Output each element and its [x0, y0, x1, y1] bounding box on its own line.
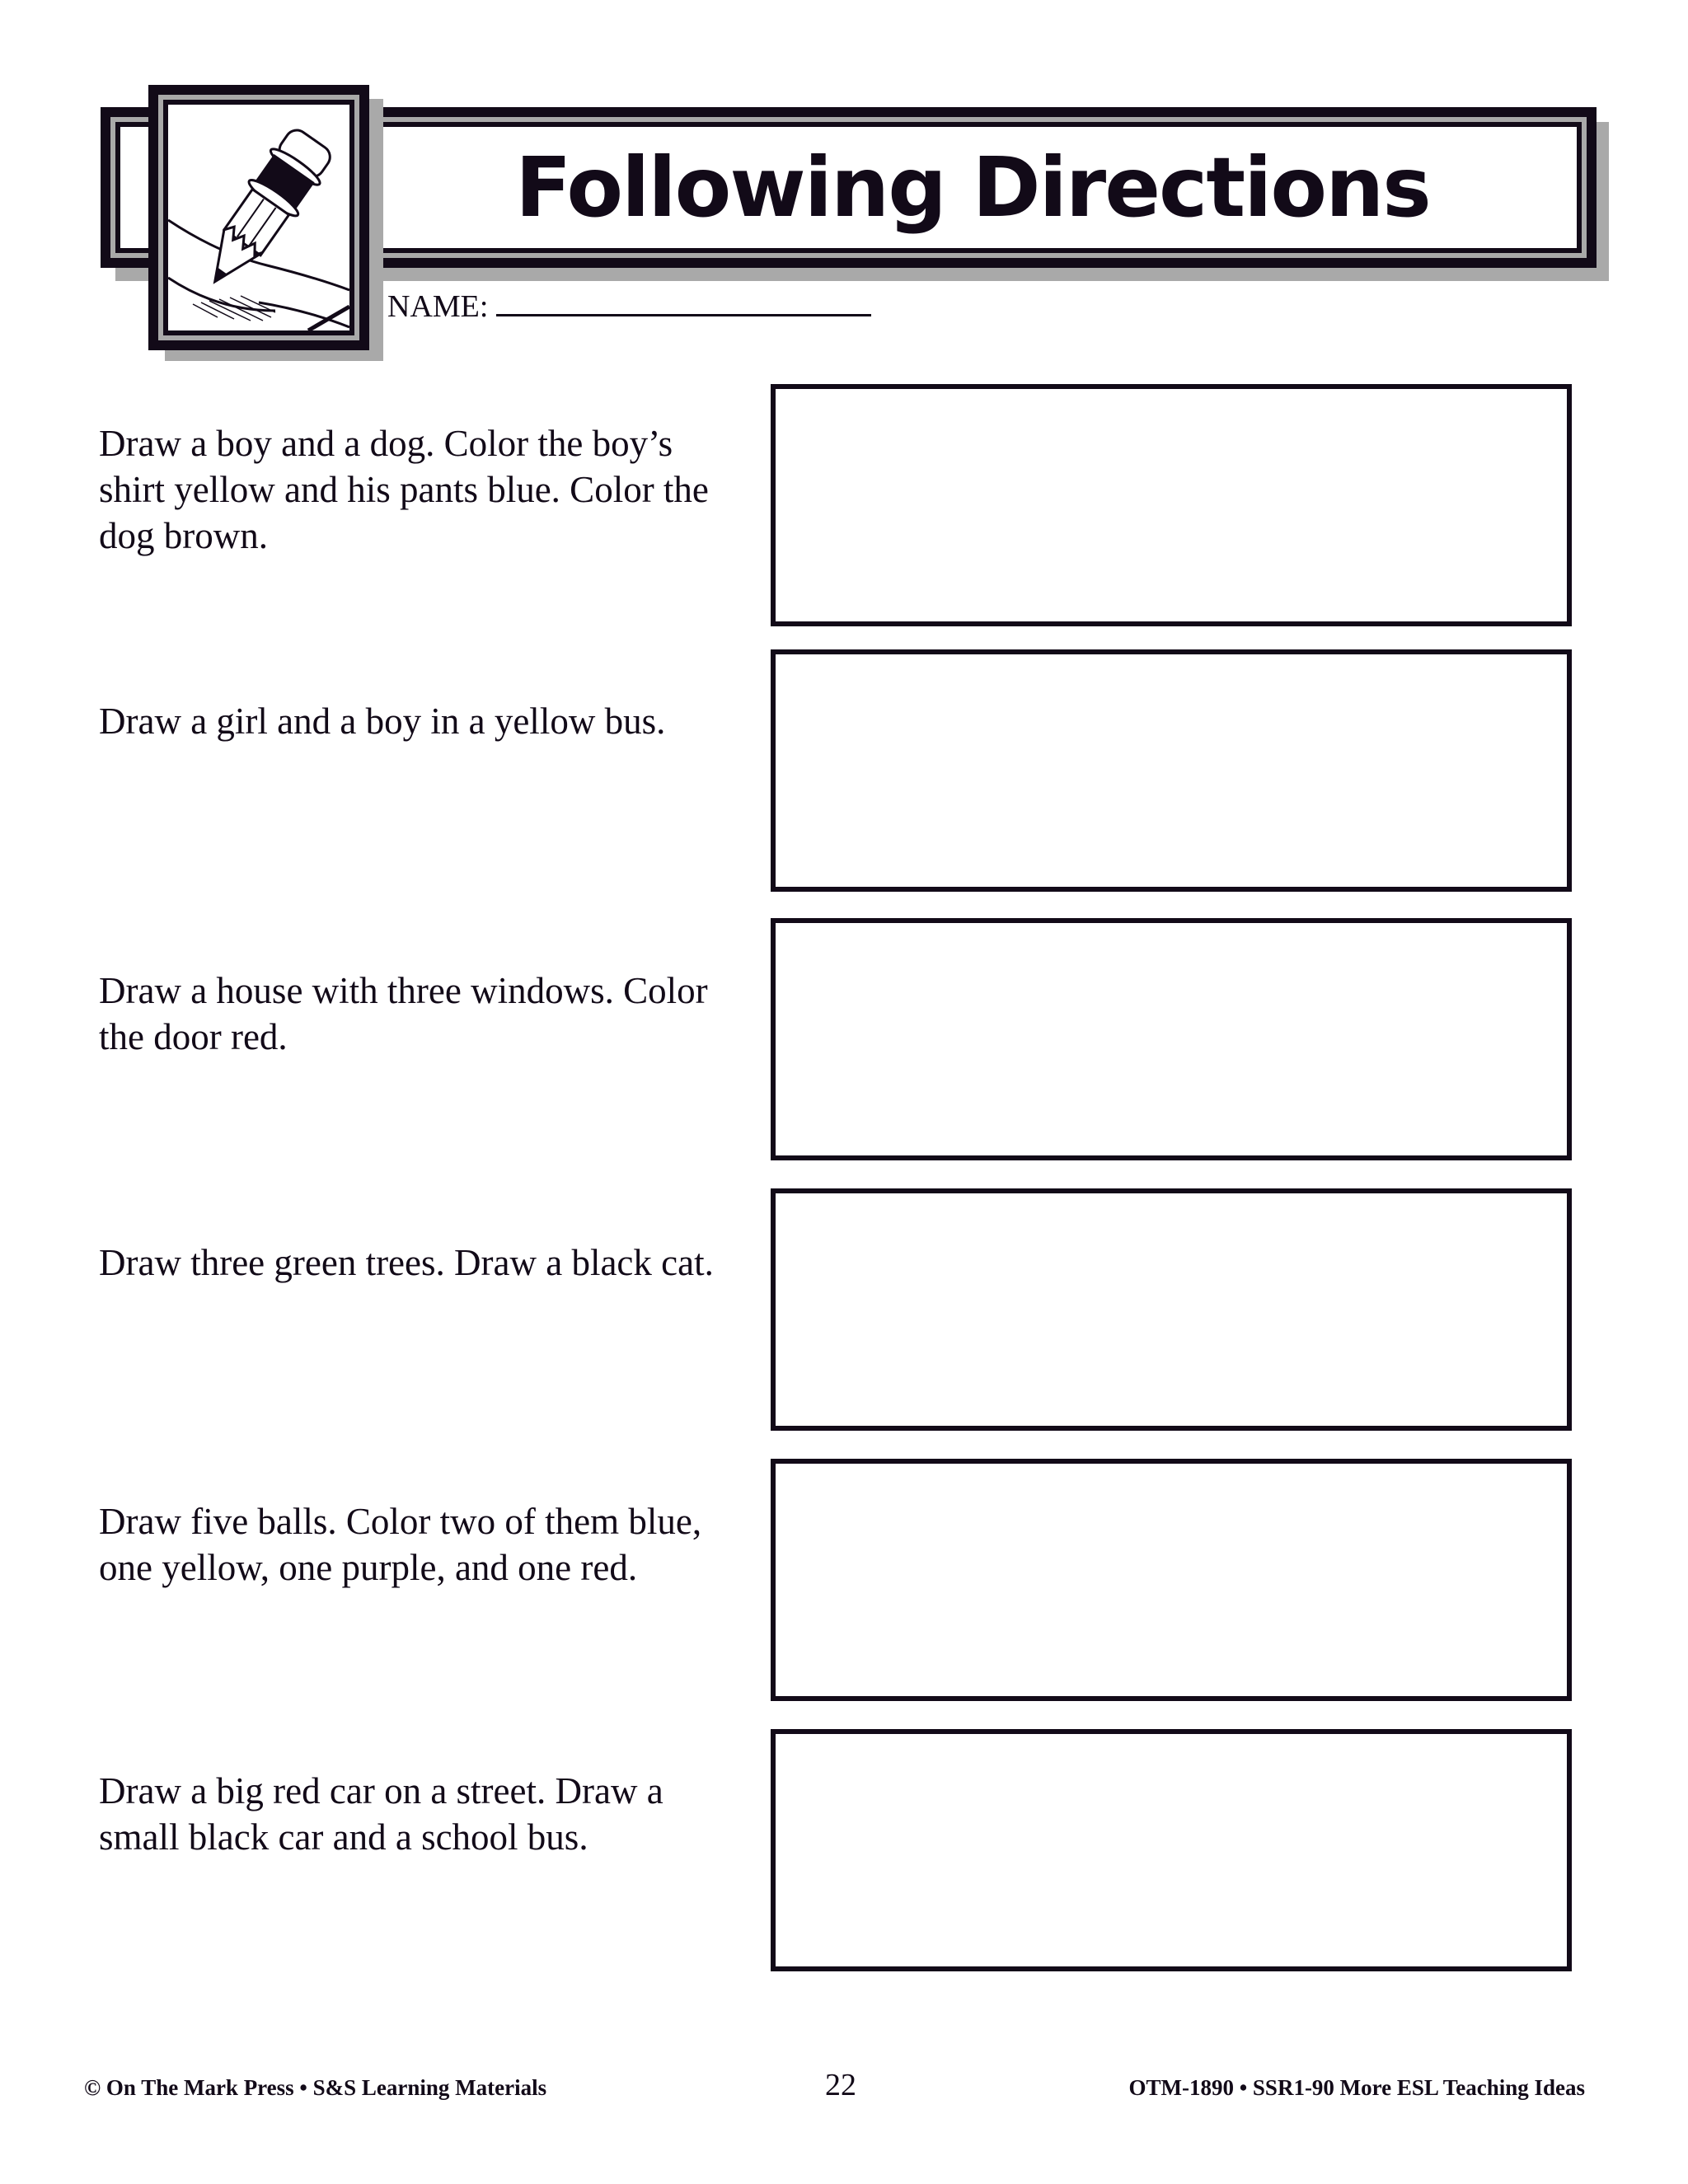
name-field[interactable] [387, 288, 871, 325]
name-blank-line[interactable] [496, 289, 871, 316]
instruction-1: Draw a boy and a dog. Color the boy’s shirt yellow and his pants blue. Color the dog brown. [99, 423, 709, 556]
instruction-3: Draw a house with three windows. Color the door red. [99, 970, 708, 1057]
instruction-4: Draw three green trees. Draw a black cat. [99, 1242, 714, 1283]
drawing-box-6[interactable] [771, 1729, 1572, 1971]
drawing-box-3[interactable] [771, 918, 1572, 1160]
drawing-box-2[interactable] [771, 649, 1572, 892]
drawing-box-4[interactable] [771, 1188, 1572, 1431]
instruction-5: Draw five balls. Color two of them blue, one yellow, one purple, and one red. [99, 1501, 702, 1588]
page-title: Following Directions [515, 139, 1430, 236]
drawing-box-5[interactable] [771, 1459, 1572, 1701]
footer-copyright: © On The Mark Press • S&S Learning Materials [84, 2075, 547, 2100]
footer-product-code: OTM-1890 • SSR1-90 More ESL Teaching Ideas [1128, 2075, 1585, 2100]
page-number: 22 [825, 2068, 856, 2102]
drawing-box-1[interactable] [771, 384, 1572, 626]
instruction-6: Draw a big red car on a street. Draw a small black car and a school bus. [99, 1770, 663, 1858]
pencil-icon [168, 105, 349, 330]
instruction-2: Draw a girl and a boy in a yellow bus. [99, 701, 666, 742]
name-label: NAME: [387, 289, 489, 324]
